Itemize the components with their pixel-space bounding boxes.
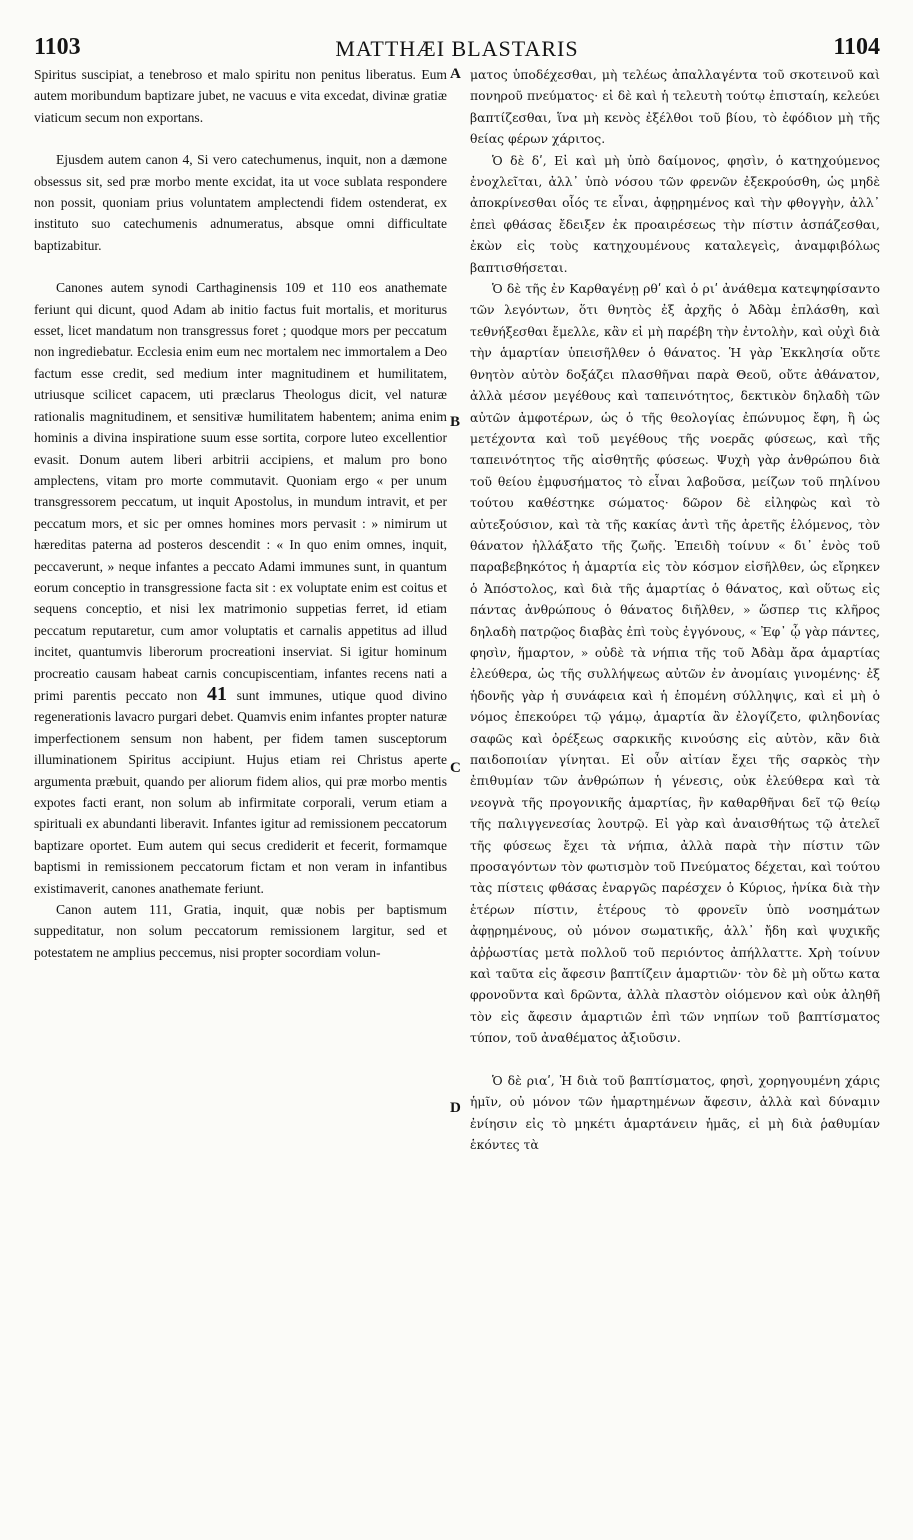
latin-paragraph-3a: Canones autem synodi Carthaginensis 109 et 110 eos anathemate feriunt qui dicunt, quod Adam ab initio factus fuit mortalis, et moriturus esset, licet mandatum non transgressus foret ; quodque mors per peccatum non ingrediebatur. Ecclesia enim eum nec mortalem nec immortalem a Deo factum esse credit, sed medium inter magnitudinem et humilitatem, utriusque scilicet capacem, uti præclarus Theologus dicit, vel naturæ rationalis magnitudinem, et sensitivæ humilitatem habentem; anima enim hominis a divina inspiratione suum esse sortita, corpore luteo excellentior evasit. Donum autem liberi arbitrii accipiens, et malum pro bono amplectens, vitam pro morte commutavit. Quoniam ergo « per unum transgressorem peccatum, ut inquit Apostolus, in mundum intravit, et per peccatum mors, et sic per omnes homines mors pervasit : » nimirum ut hæreditas paterna ad posteros descendit : « In quo enim omnes, inquit, peccaverunt, » neque infantes a peccato Adami immunes sunt, in quantum eorum conceptio in transgressione facta sit : ex voluptate enim est coitus et sequens conceptio, et nisi lex matrimonio suppetias ferret, id etiam peccatum reputaretur, cum amor voluptatis et carnalis appetitus ad illud incitet, quantumvis liberorum procreationi inserviat. Si igitur hominum procreatio causam habeat carnis concupiscentiam, infantes recens nati a primi parentis peccato non bbox=[34, 280, 447, 703]
latin-paragraph-3 bbox=[34, 277, 447, 899]
greek-paragraph-3: Ὁ δὲ τῆς ἐν Καρθαγένῃ ρθʹ καὶ ὁ ριʹ ἀνάθεμα κατεψηφίσαντο τῶν λεγόντων, ὅτι θνητὸς ἐξ ἀρχῆς ὁ Ἀδὰμ ἐπλάσθη, καὶ τεθνήξεσθαι ἔμελλε, κἂν εἰ μὴ παρέβη τὴν ἐντολὴν, καὶ οὐχὶ διὰ τὴν ἁμαρτίαν ὑπεισῆλθεν ὁ θάνατος. Ἡ γὰρ Ἐκκλησία οὔτε θνητὸν αὐτὸν δοξάζει πλασθῆναι παρὰ Θεοῦ, οὔτε ἀθάνατον, ἀλλὰ μέσον μεγέθους καὶ ταπεινότητος, δεκτικὸν δηλαδὴ τῶν αὐτῶν ἀμφοτέρων, ὡς ὁ τῆς θεολογίας ἐπώνυμος ἔφη, ἢ ὡς μετέχοντα καὶ τοῦ μεγέθους τῆς νοερᾶς φύσεως, καὶ τῆς ταπεινότητος τῆς αἰσθητῆς φύσεως. Ψυχὴ γὰρ ἀνθρώπου διὰ τοῦ θείου ἐμφυσήματος τὸ εἶναι λαβοῦσα, μείζων τοῦ πηλίνου τούτου καθέστηκε σώματος· δῶρον δὲ εἰληφὼς καὶ τὸ αὐτεξούσιον, καὶ τὰ τῆς κακίας ἀντὶ τῆς ἀρετῆς ἑλόμενος, τὸν θάνατον ἠλλάξατο τῆς ζωῆς. Ἐπειδὴ τοίνυν « δι᾽ ἑνὸς τοῦ παραβεβηκότος ἡ ἁμαρτία εἰς τὸν κόσμον εἰσῆλθεν, ὡς εἴρηκεν ὁ Ἀπόστολος, καὶ διὰ τῆς ἁμαρτίας ὁ θάνατος, καὶ οὕτως εἰς πάντας ἀνθρώπους ὁ θάνατος διῆλθεν, » ὥσπερ τις κλῆρος δηλαδὴ πατρῷος διαβὰς ἐπὶ τοὺς ἐγγόνους, « Ἐφ᾽ ᾧ γὰρ πάντες, φησὶν, ἥμαρτον, » οὐδὲ τὰ νήπια τῆς τοῦ Ἀδὰμ ἄρα ἁμαρτίας ἐλεύθερα, ὡς τῆς συλλήψεως αὐτῶν ἐν ἀνομίαις γινομένης· ἐξ ἡδονῆς γὰρ ἡ συνάφεια καὶ ἡ ἑπομένη σύλληψις, καὶ εἰ μὴ ὁ νόμος ἐπεκούρει τῷ γάμῳ, ἁμαρτία ἂν ἐλογίζετο, φιληδονίας σαφῶς καὶ ὀρέξεως σαρκικῆς κινούσης εἰς αὐτὸν, κἂν διὰ παιδοποιίαν γίνηται. Εἰ οὖν αἰτίαν ἔχει τῆς σαρκὸς τὴν ἐπιθυμίαν τῶν ἀνθρώπων ἡ γένεσις, οὐκ ἐλεύθερα καὶ τὰ νεογνὰ τῆς προγονικῆς ἁμαρτίας, ἣν καθαρθῆναι δεῖ τῷ θείῳ τῆς παλιγγενεσίας λουτρῷ. Εἰ γὰρ καὶ ἀναισθήτως τῷ ἀτελεῖ τῆς φύσεως ἔχει τὰ νήπια, ἀλλὰ παρὰ τὴν πίστιν τῶν προσαγόντων τὸν φωτισμὸν τοῦ Πνεύματος δέχεται, καὶ τούτου τὰς πίστεις φθάσας ἐναργῶς παρέσχεν ὁ Κύριος, ἡνίκα διὰ τὴν ἑτέρων πίστιν, ἑτέρους τὸ φρονεῖν ὑπὸ νοσημάτων ἀφῃρημένους, οὐ μόνον σωματικῆς, ἀλλ᾽ ἤδη καὶ ψυχικῆς ἀῤῥωστίας μετὰ πολλοῦ τοῦ περιόντος ἀπήλλαττε. Χρὴ τοίνυν καὶ ταῦτα εἰς ἄφεσιν βαπτίζειν ἁμαρτιῶν· τὸν δὲ μὴ οὕτω κατα φρονοῦντα καὶ δρῶντα, ἀλλὰ πλαστὸν οἰόμενον καὶ οὐκ ἀληθῆ τὸν εἰς ἄφεσιν ἁμαρτιῶν ἐπὶ τῶν νηπίων τοῦ βαπτίσματος τύπον, τοῦ ἀναθέματος ἀξιοῦσιν. bbox=[470, 281, 880, 1046]
margin-letter-b: B bbox=[450, 414, 461, 430]
greek-paragraph-1: ματος ὑποδέχεσθαι, μὴ τελέως ἀπαλλαγέντα τοῦ σκοτεινοῦ καὶ πονηροῦ πνεύματος· εἰ δὲ καὶ ἡ τελευτὴ τούτῳ ἐπισταίη, κελεύει βαπτίζεσθαι, ἵνα μὴ κενὸς ἐξέλθοι τοῦ βίου, τὸ ἐφόδιον μὴ τῆς θείας φέρων χάριτος. bbox=[470, 67, 880, 147]
latin-paragraph-2: Ejusdem autem canon 4, Si vero catechumenus, inquit, non a dæmone obsessus sit, sed præ morbo mente excidat, ita ut voce sublata respondere non possit, quoniam prius voluntatem amplectendi fidem ostenderat, ex instituto suo catechumenis adnumeratus, absque omni difficultate baptizabitur. bbox=[34, 152, 447, 253]
greek-paragraph-4: Ὁ δὲ ριαʹ, Ἡ διὰ τοῦ βαπτίσματος, φησὶ, χορηγουμένη χάρις ἡμῖν, οὐ μόνον τῶν ἡμαρτημένων ἄφεσιν, ἀλλὰ καὶ δύναμιν ἐνίησιν εἰς τὸ μηκέτι ἁμαρτάνειν ἡμᾶς, εἰ μὴ διὰ ῥαθυμίαν ἑκόντες τὰ bbox=[470, 1072, 880, 1152]
margin-letter-c: C bbox=[450, 760, 461, 776]
latin-paragraph-1: Spiritus suscipiat, a tenebroso et malo spiritu non penitus liberatus. Eum autem moribundum baptizare jubet, ne vacuus e vita excedat, divinæ gratiæ viaticum secum non exportans. bbox=[34, 67, 447, 125]
greek-paragraph-2: Ὁ δὲ δʹ, Εἰ καὶ μὴ ὑπὸ δαίμονος, φησὶν, ὁ κατηχούμενος ἐνοχλεῖται, ἀλλ᾽ ὑπὸ νόσου τῶν φρενῶν ἐξεκρούσθη, ὡς μηδὲ ἀποκρίνεσθαι οἷός τε εἶναι, ἀφῃρημένος καὶ τὴν φθογγὴν, ἀλλ᾽ ἐπεὶ φθάσας ἔδειξεν ἐκ προαιρέσεως τὴν πίστιν ἀσπάζεσθαι, ἐκὼν εἰς τοὺς κατηχουμένους καταλεγεὶς, ἀναμφιβόλως βαπτισθήσεται. bbox=[470, 152, 880, 275]
running-title: MATTHÆI BLASTARIS bbox=[335, 36, 579, 61]
margin-letter-a: A bbox=[450, 66, 461, 82]
page-header bbox=[34, 34, 880, 64]
latin-paragraph-3b: sunt immunes, utique quod divino regenerationis lavacro purgari debet. Quamvis enim infantes propter naturæ imperfectionem sensum non habent, per fidem tamen susceptorum illuminationem Spiritus accipiunt. Hujus etiam rei Christus aperte argumenta præbuit, quando per aliorum fidem alios, qui præ morbo mentis expotes facti erant, non solum ab infirmitate corporali, verum etiam a spirituali ex abundanti liberavit. Infantes igitur ad remissionem peccatorum baptizare oportet. Eum autem qui secus crediderit et fecerit, formamque baptismi in remissionem peccatorum fictam et non veram in infantibus existimaverit, canones anathemate feriunt. bbox=[34, 687, 448, 896]
greek-column bbox=[470, 64, 880, 1155]
latin-column bbox=[34, 64, 447, 963]
column-page-number: 41 bbox=[206, 682, 227, 705]
latin-paragraph-4: Canon autem 111, Gratia, inquit, quæ nobis per baptismum suppeditatur, non solum peccatorum remissionem largitur, sed et potestatem ne amplius peccemus, nisi propter socordiam volun- bbox=[34, 902, 447, 960]
page-number-left: 1103 bbox=[34, 34, 81, 60]
margin-letter-d: D bbox=[450, 1100, 461, 1116]
page-number-right: 1104 bbox=[833, 34, 880, 60]
